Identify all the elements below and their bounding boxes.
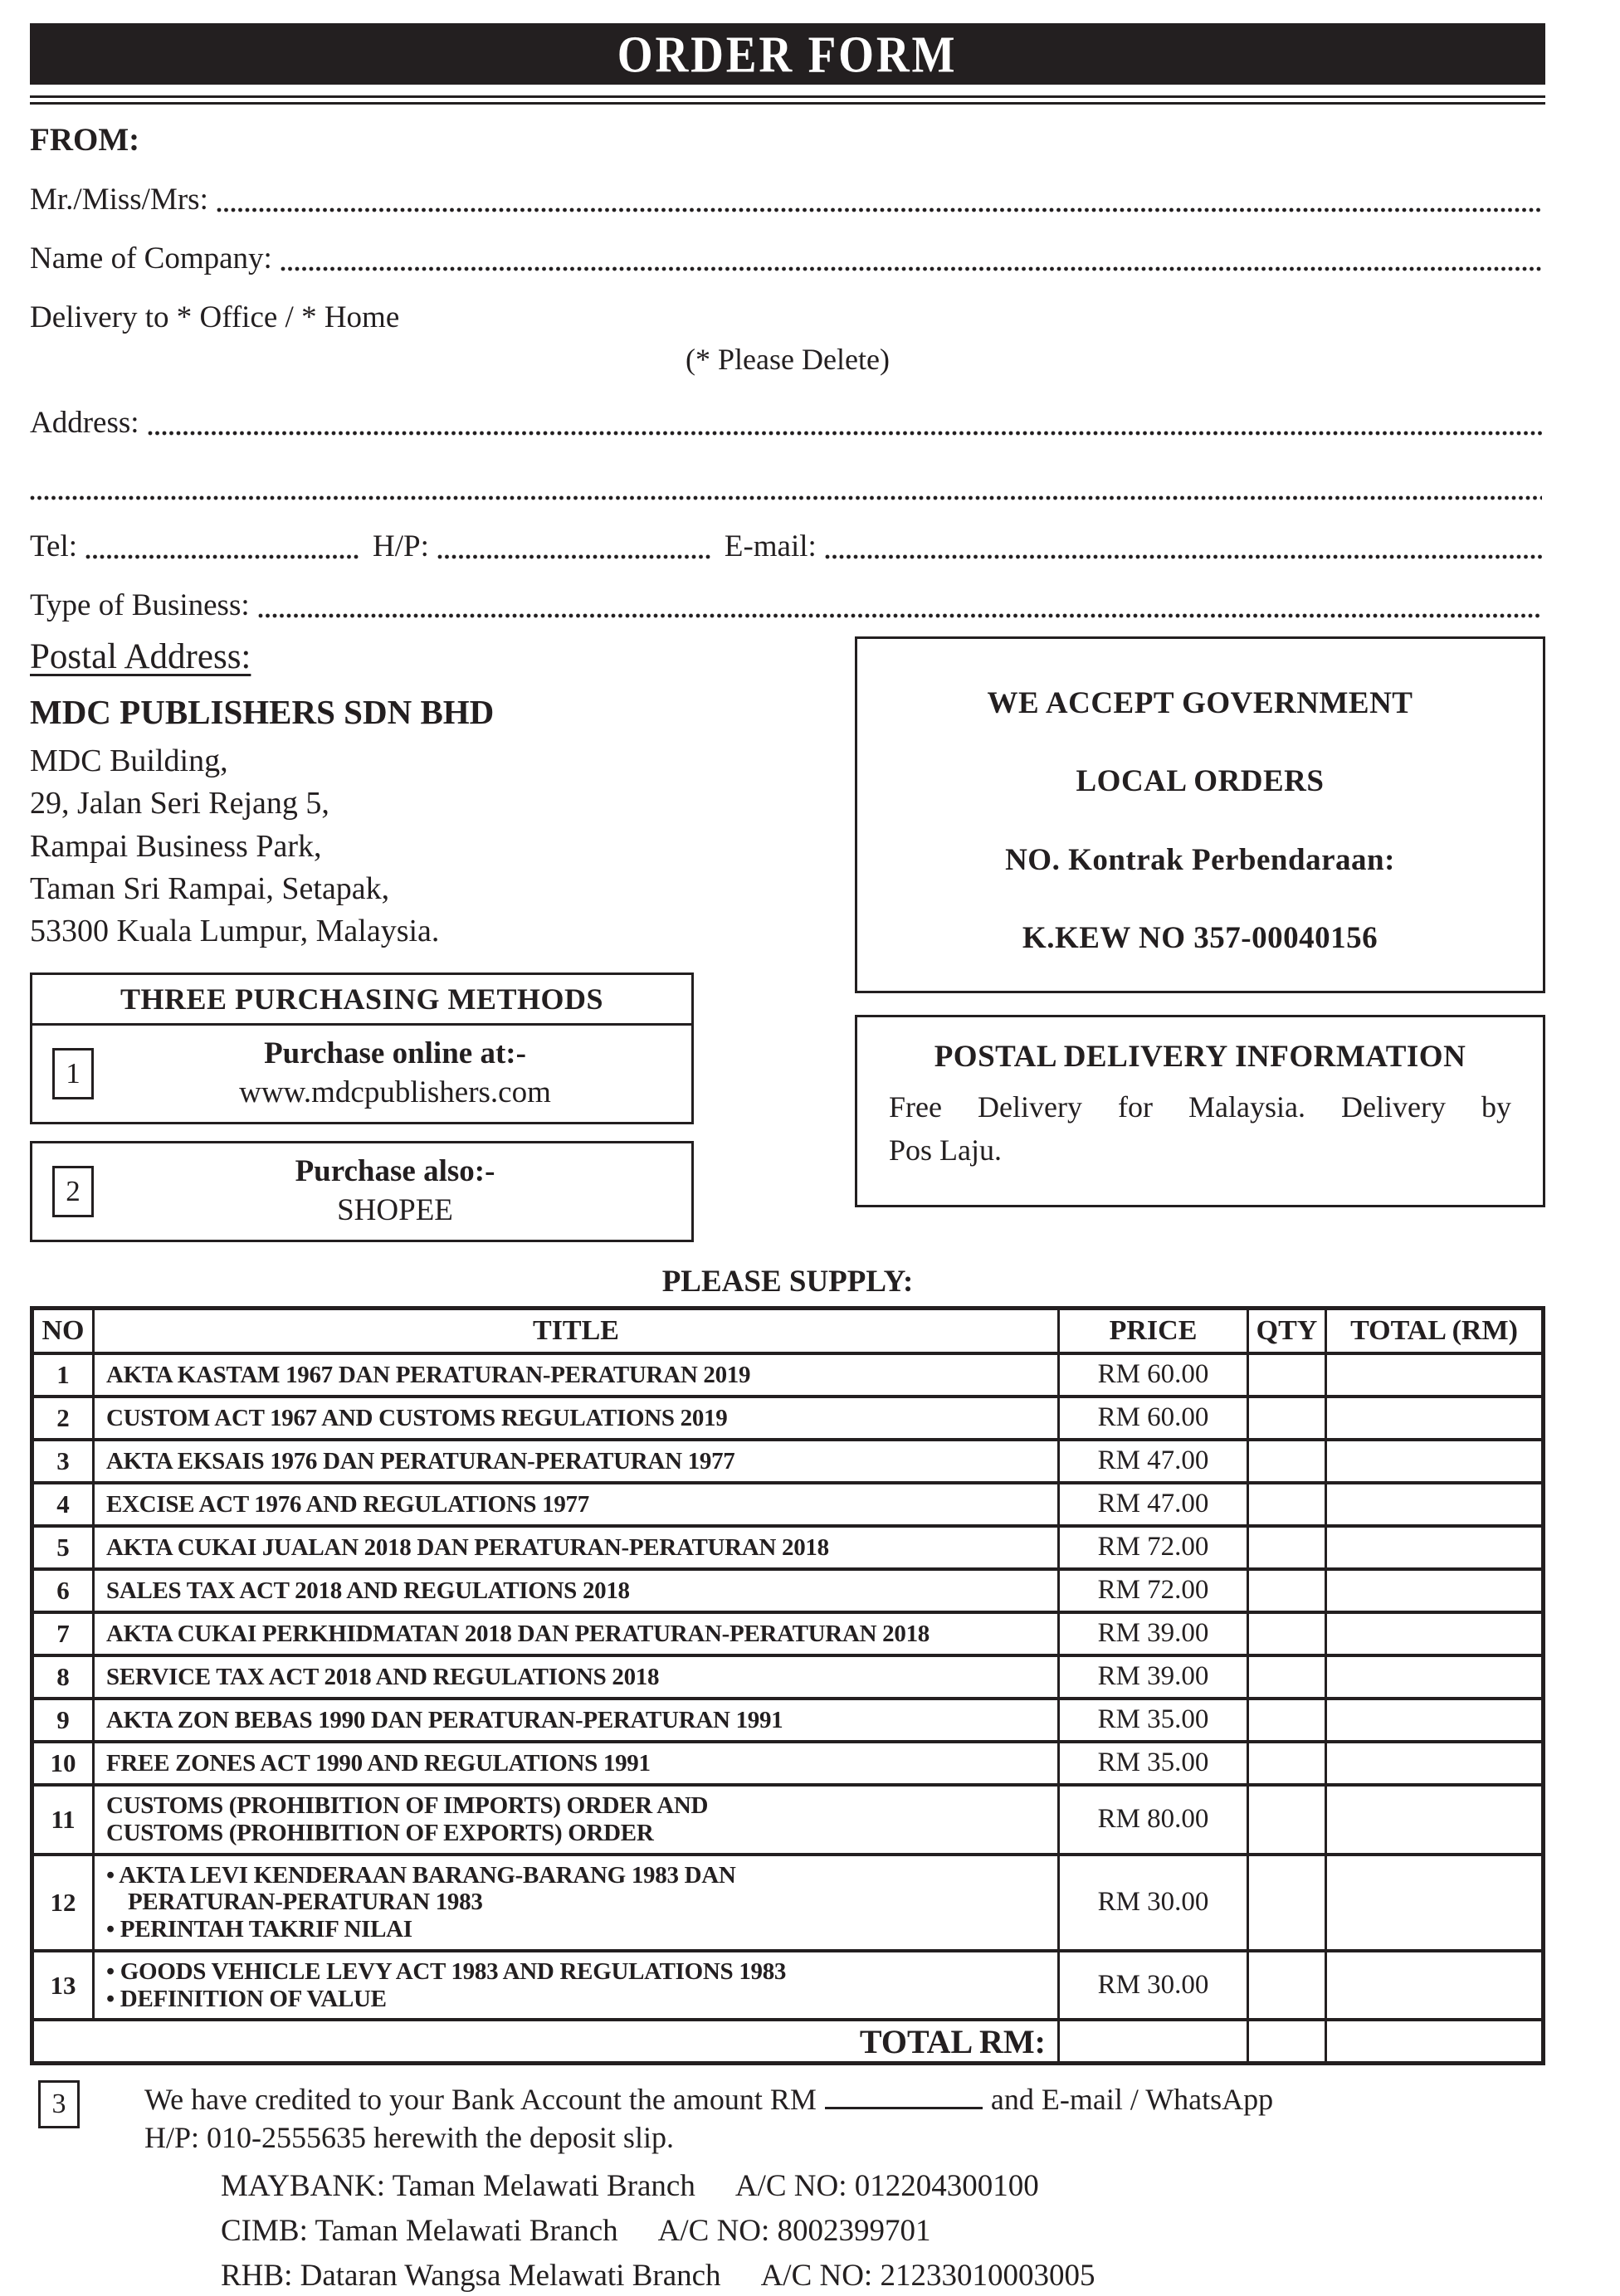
tel-fill-line[interactable] [85, 554, 359, 559]
row-title-cell [94, 1397, 1059, 1440]
postal-address-column [30, 636, 727, 1242]
row-total-cell[interactable] [1326, 1855, 1544, 1951]
col-header-qty: QTY [1248, 1309, 1326, 1353]
book-title-line: AKTA CUKAI PERKHIDMATAN 2018 DAN PERATURAN-PERATURAN 2018 [106, 1620, 930, 1647]
address-fill-line[interactable] [148, 431, 1542, 436]
row-title-cell [94, 1742, 1059, 1785]
row-qty-cell[interactable] [1248, 1612, 1326, 1655]
payment-section [30, 2080, 1545, 2157]
book-title-line: • AKTA LEVI KENDERAAN BARANG-BARANG 1983 DAN [106, 1861, 736, 1889]
address-fill-line-2[interactable] [30, 495, 1542, 500]
postal-address-line: Rampai Business Park, [30, 828, 322, 864]
middle-section [30, 636, 1545, 1242]
from-heading: FROM: [30, 122, 140, 158]
method-title: Purchase online at:- [264, 1036, 526, 1071]
method-number-box: 1 [52, 1048, 94, 1099]
row-total-cell[interactable] [1326, 1353, 1544, 1397]
purchasing-method-box [30, 1023, 694, 1124]
address-label: Address: [30, 406, 139, 440]
bank-accounts-list [221, 2168, 1545, 2294]
book-title-line: AKTA KASTAM 1967 DAN PERATURAN-PERATURAN 2019 [106, 1361, 751, 1388]
bank-branch: CIMB: Taman Melawati Branch [221, 2214, 618, 2248]
info-boxes-column [855, 636, 1545, 1242]
row-price-cell: RM 60.00 [1059, 1397, 1248, 1440]
method-text [107, 1153, 683, 1228]
method-text [107, 1036, 683, 1110]
purchasing-methods-section [30, 973, 694, 1242]
publisher-name: MDC PUBLISHERS SDN BHD [30, 693, 495, 731]
row-total-cell[interactable] [1326, 1526, 1544, 1569]
publisher-address-block [30, 740, 727, 953]
bank-account-number: A/C NO: 21233010003005 [760, 2259, 1095, 2293]
table-row [32, 1397, 1544, 1440]
business-field-row [30, 582, 1545, 623]
row-title-cell [94, 1785, 1059, 1855]
row-title-cell [94, 1612, 1059, 1655]
row-qty-cell[interactable] [1248, 1699, 1326, 1742]
bank-line [221, 2258, 1545, 2294]
row-number-cell: 8 [32, 1655, 94, 1699]
row-qty-cell[interactable] [1248, 1483, 1326, 1526]
business-label: Type of Business: [30, 588, 250, 622]
book-title-line: • PERINTAH TAKRIF NILAI [106, 1916, 412, 1943]
book-title-line: AKTA ZON BEBAS 1990 DAN PERATURAN-PERATURAN 1991 [106, 1706, 783, 1733]
method-detail: SHOPEE [337, 1193, 453, 1228]
grand-total-cell[interactable] [1326, 2020, 1544, 2063]
kkew-number: K.KEW NO 357-00040156 [1022, 920, 1378, 955]
col-header-price: PRICE [1059, 1309, 1248, 1353]
postal-delivery-heading: POSTAL DELIVERY INFORMATION [934, 1040, 1466, 1074]
total-price-cell[interactable] [1059, 2020, 1248, 2063]
row-number-cell: 2 [32, 1397, 94, 1440]
row-title-cell [94, 1353, 1059, 1397]
website-link[interactable]: www.mdcpublishers.com [239, 1075, 551, 1110]
payment-text-before-blank: We have credited to your Bank Account the amount RM [144, 2082, 817, 2116]
table-row [32, 1785, 1544, 1855]
row-price-cell: RM 60.00 [1059, 1353, 1248, 1397]
row-qty-cell[interactable] [1248, 1569, 1326, 1612]
row-number-cell: 11 [32, 1785, 94, 1855]
row-price-cell: RM 80.00 [1059, 1785, 1248, 1855]
row-total-cell[interactable] [1326, 1699, 1544, 1742]
book-title-line: FREE ZONES ACT 1990 AND REGULATIONS 1991 [106, 1749, 651, 1777]
method-number-box [38, 2080, 80, 2128]
row-qty-cell[interactable] [1248, 1353, 1326, 1397]
delivery-label: Delivery to * Office / * Home [30, 300, 400, 334]
page-title: ORDER FORM [617, 24, 958, 84]
row-total-cell[interactable] [1326, 1440, 1544, 1483]
book-title-line: CUSTOM ACT 1967 AND CUSTOMS REGULATIONS 2019 [106, 1404, 728, 1431]
postal-delivery-text-2: Pos Laju. [889, 1133, 1003, 1167]
delivery-field-row [30, 294, 1545, 335]
method-title: Purchase also:- [295, 1154, 495, 1189]
table-row [32, 1353, 1544, 1397]
row-total-cell[interactable] [1326, 1785, 1544, 1855]
row-qty-cell[interactable] [1248, 1742, 1326, 1785]
bank-branch: MAYBANK: Taman Melawati Branch [221, 2169, 695, 2203]
purchasing-methods-heading: THREE PURCHASING METHODS [30, 973, 694, 1026]
row-title-cell [94, 1655, 1059, 1699]
book-title-line: • DEFINITION OF VALUE [106, 1985, 387, 2012]
table-row [32, 1612, 1544, 1655]
name-label: Mr./Miss/Mrs: [30, 183, 208, 217]
row-title-cell [94, 1440, 1059, 1483]
please-delete-note: (* Please Delete) [686, 343, 890, 376]
name-field-row [30, 176, 1545, 217]
email-label: E-mail: [724, 529, 817, 563]
table-total-row [32, 2020, 1544, 2063]
order-table [30, 1306, 1545, 2064]
book-title-line: EXCISE ACT 1976 AND REGULATIONS 1977 [106, 1490, 589, 1518]
row-total-cell[interactable] [1326, 1612, 1544, 1655]
name-fill-line[interactable] [217, 207, 1542, 212]
col-header-title: TITLE [94, 1309, 1059, 1353]
row-number-cell: 9 [32, 1699, 94, 1742]
email-fill-line[interactable] [825, 554, 1542, 559]
book-title-line: • GOODS VEHICLE LEVY ACT 1983 AND REGULATIONS 1983 [106, 1957, 787, 1985]
table-row [32, 1855, 1544, 1951]
row-qty-cell[interactable] [1248, 1440, 1326, 1483]
row-total-cell[interactable] [1326, 1397, 1544, 1440]
row-title-cell [94, 1483, 1059, 1526]
book-title-line: AKTA EKSAIS 1976 DAN PERATURAN-PERATURAN 1977 [106, 1447, 735, 1475]
business-fill-line[interactable] [258, 613, 1542, 618]
tel-label: Tel: [30, 529, 77, 563]
company-field-row [30, 235, 1545, 276]
row-price-cell: RM 30.00 [1059, 1855, 1248, 1951]
payment-text-after-blank: and E-mail / WhatsApp [990, 2082, 1274, 2116]
book-title-line: CUSTOMS (PROHIBITION OF EXPORTS) ORDER [106, 1819, 654, 1846]
postal-delivery-text: Free Delivery for Malaysia. Delivery by [889, 1090, 1511, 1124]
company-fill-line[interactable] [281, 266, 1542, 271]
address-field-row [30, 399, 1545, 441]
row-title-cell [94, 1569, 1059, 1612]
contact-field-row [30, 523, 1545, 564]
total-rm-label: TOTAL RM: [32, 2020, 1059, 2063]
double-rule-divider [30, 95, 1545, 105]
table-row [32, 1526, 1544, 1569]
row-total-cell[interactable] [1326, 1569, 1544, 1612]
table-header-row [32, 1309, 1544, 1353]
row-price-cell: RM 39.00 [1059, 1655, 1248, 1699]
book-title-line: CUSTOMS (PROHIBITION OF IMPORTS) ORDER AND [106, 1791, 709, 1819]
hp-label: H/P: [373, 529, 429, 563]
bank-account-number: A/C NO: 8002399701 [657, 2214, 931, 2248]
row-title-cell [94, 1526, 1059, 1569]
book-title-line: PERATURAN-PERATURAN 1983 [128, 1889, 483, 1916]
table-row [32, 1699, 1544, 1742]
hp-fill-line[interactable] [437, 554, 711, 559]
row-total-cell[interactable] [1326, 1655, 1544, 1699]
row-total-cell[interactable] [1326, 1742, 1544, 1785]
postal-address-heading: Postal Address: [30, 637, 251, 676]
row-price-cell: RM 39.00 [1059, 1612, 1248, 1655]
table-row [32, 1655, 1544, 1699]
table-row [32, 1440, 1544, 1483]
row-qty-cell[interactable] [1248, 1526, 1326, 1569]
row-qty-cell[interactable] [1248, 1655, 1326, 1699]
table-row [32, 1742, 1544, 1785]
row-price-cell: RM 30.00 [1059, 1951, 1248, 2021]
address-overflow-row [30, 464, 1545, 505]
page-title-bar [30, 23, 1545, 85]
row-price-cell: RM 35.00 [1059, 1742, 1248, 1785]
row-price-cell: RM 47.00 [1059, 1483, 1248, 1526]
please-supply-heading: PLEASE SUPPLY: [661, 1265, 914, 1299]
col-header-total: TOTAL (RM) [1326, 1309, 1544, 1353]
row-title-cell [94, 1951, 1059, 2021]
row-price-cell: RM 72.00 [1059, 1569, 1248, 1612]
row-title-cell [94, 1699, 1059, 1742]
purchasing-methods-list [30, 1023, 694, 1242]
book-title-line: SALES TAX ACT 2018 AND REGULATIONS 2018 [106, 1577, 630, 1604]
bank-line [221, 2168, 1545, 2205]
row-price-cell: RM 35.00 [1059, 1699, 1248, 1742]
row-qty-cell[interactable] [1248, 1397, 1326, 1440]
row-number-cell: 13 [32, 1951, 94, 2021]
book-title-line: AKTA CUKAI JUALAN 2018 DAN PERATURAN-PERATURAN 2018 [106, 1533, 829, 1561]
method-3-number: 3 [51, 2088, 66, 2119]
kontrak-label: NO. Kontrak Perbendaraan: [1005, 842, 1395, 877]
table-row [32, 1483, 1544, 1526]
postal-address-line: MDC Building, [30, 743, 228, 778]
bank-line [221, 2213, 1545, 2250]
bank-account-number: A/C NO: 012204300100 [734, 2169, 1039, 2203]
postal-address-line: 53300 Kuala Lumpur, Malaysia. [30, 914, 440, 949]
book-title-line: SERVICE TAX ACT 2018 AND REGULATIONS 2018 [106, 1663, 660, 1690]
table-row [32, 1951, 1544, 2021]
government-orders-box [855, 636, 1545, 993]
row-price-cell: RM 72.00 [1059, 1526, 1248, 1569]
row-number-cell: 1 [32, 1353, 94, 1397]
row-qty-cell[interactable] [1248, 1785, 1326, 1855]
row-number-cell: 12 [32, 1855, 94, 1951]
row-total-cell[interactable] [1326, 1483, 1544, 1526]
row-number-cell: 6 [32, 1569, 94, 1612]
postal-delivery-box [855, 1015, 1545, 1207]
bank-branch: RHB: Dataran Wangsa Melawati Branch [221, 2259, 721, 2293]
row-title-cell [94, 1855, 1059, 1951]
company-label: Name of Company: [30, 241, 272, 275]
postal-address-line: Taman Sri Rampai, Setapak, [30, 870, 390, 906]
row-number-cell: 10 [32, 1742, 94, 1785]
total-qty-cell[interactable] [1248, 2020, 1326, 2063]
row-number-cell: 3 [32, 1440, 94, 1483]
postal-address-line: 29, Jalan Seri Rejang 5, [30, 786, 329, 821]
row-number-cell: 4 [32, 1483, 94, 1526]
purchasing-method-box [30, 1141, 694, 1242]
amount-blank-line[interactable] [825, 2081, 983, 2109]
government-orders-line: LOCAL ORDERS [1076, 764, 1325, 799]
row-qty-cell[interactable] [1248, 1951, 1326, 2021]
row-qty-cell[interactable] [1248, 1855, 1326, 1951]
method-number-box: 2 [52, 1166, 94, 1217]
row-number-cell: 5 [32, 1526, 94, 1569]
payment-instructions [144, 2080, 1273, 2157]
table-row [32, 1569, 1544, 1612]
row-number-cell: 7 [32, 1612, 94, 1655]
payment-text-line2: H/P: 010-2555635 herewith the deposit slip. [144, 2120, 674, 2154]
row-price-cell: RM 47.00 [1059, 1440, 1248, 1483]
row-total-cell[interactable] [1326, 1951, 1544, 2021]
government-orders-line: WE ACCEPT GOVERNMENT [987, 686, 1413, 720]
col-header-no: NO [32, 1309, 94, 1353]
